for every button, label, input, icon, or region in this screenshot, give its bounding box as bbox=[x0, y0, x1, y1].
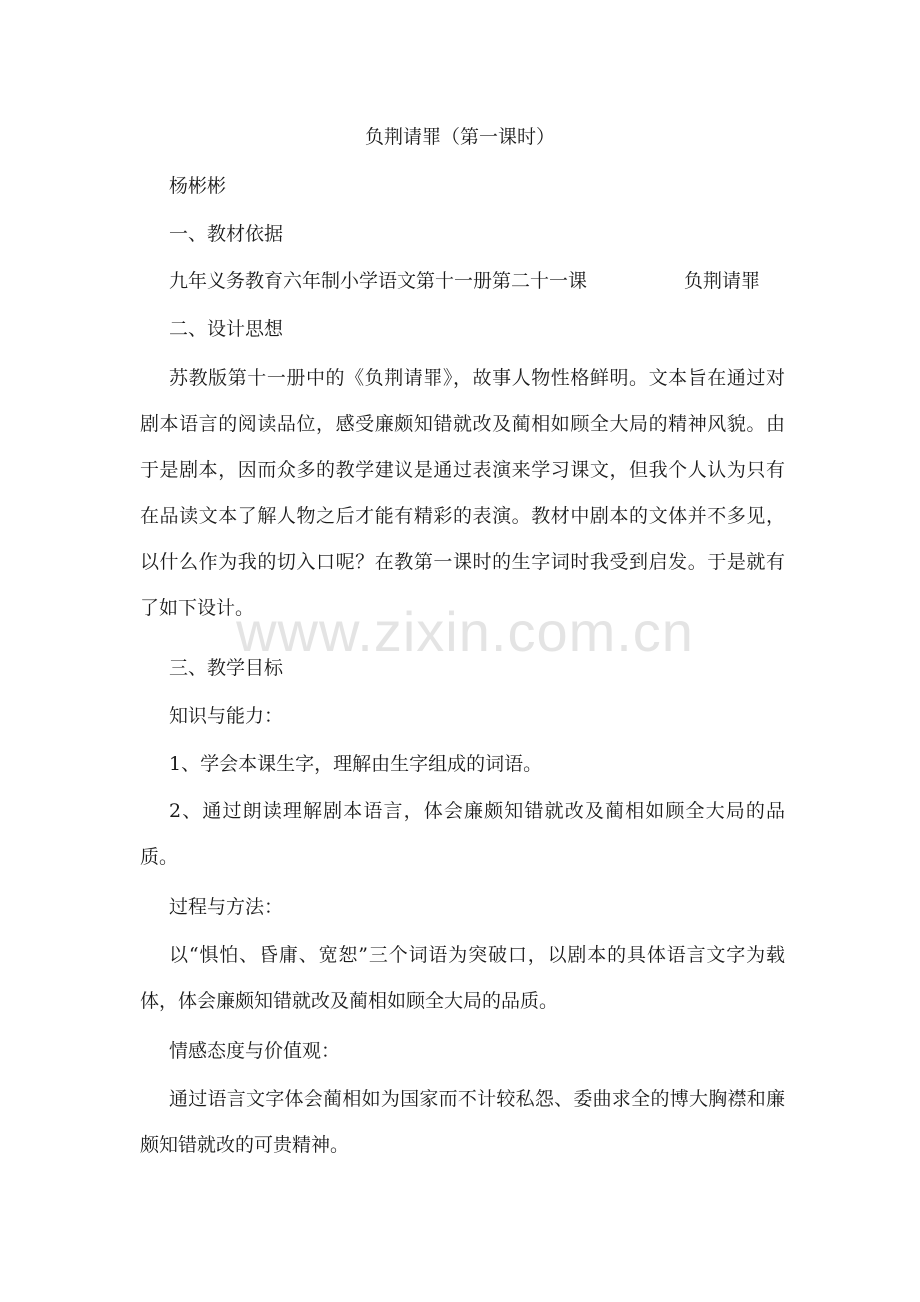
site-watermark: www.zixin.com.cn bbox=[236, 600, 694, 663]
section-heading-teaching-basis: 一、教材依据 bbox=[169, 223, 284, 245]
subheading-emotion-values: 情感态度与价值观： bbox=[169, 1040, 341, 1062]
section-heading-teaching-goals: 三、教学目标 bbox=[169, 657, 284, 679]
goal-item-2: 2、通过朗读理解剧本语言，体会廉颇知错就改及蔺相如顾全大局的品质。 bbox=[140, 800, 785, 868]
teaching-basis-line bbox=[169, 267, 785, 295]
author-name: 杨彬彬 bbox=[169, 175, 227, 197]
emotion-values-paragraph: 通过语言文字体会蔺相如为国家而不计较私怨、委曲求全的博大胸襟和廉颇知错就改的可贵精神。 bbox=[140, 1088, 785, 1156]
process-method-paragraph: 以“惧怕、昏庸、宽恕”三个词语为突破口，以剧本的具体语言文字为载体，体会廉颇知错就改及蔺相如顾全大局的品质。 bbox=[140, 944, 785, 1012]
design-idea-paragraph: 苏教版第十一册中的《负荆请罪》，故事人物性格鲜明。文本旨在通过对剧本语言的阅读品位，感受廉颇知错就改及蔺相如顾全大局的精神风貌。由于是剧本，因而众多的教学建议是通过表演来学习课文，但我个人认为只有在品读文本了解人物之后才能有精彩的表演。教材中剧本的文体并不多见，以什么作为我的切入口呢？在教第一课时的生字词时我受到启发。于是就有了如下设计。 bbox=[140, 367, 785, 619]
lesson-name: 负荆请罪 bbox=[683, 270, 760, 292]
document-title: 负荆请罪（第一课时） bbox=[364, 126, 555, 148]
section-heading-design-idea: 二、设计思想 bbox=[169, 318, 284, 340]
subheading-process-method: 过程与方法： bbox=[169, 896, 284, 918]
goal-item-1: 1、学会本课生字，理解由生字组成的词语。 bbox=[169, 753, 543, 775]
subheading-knowledge-ability: 知识与能力： bbox=[169, 705, 284, 727]
textbook-reference: 九年义务教育六年制小学语文第十一册第二十一课 bbox=[169, 270, 588, 292]
